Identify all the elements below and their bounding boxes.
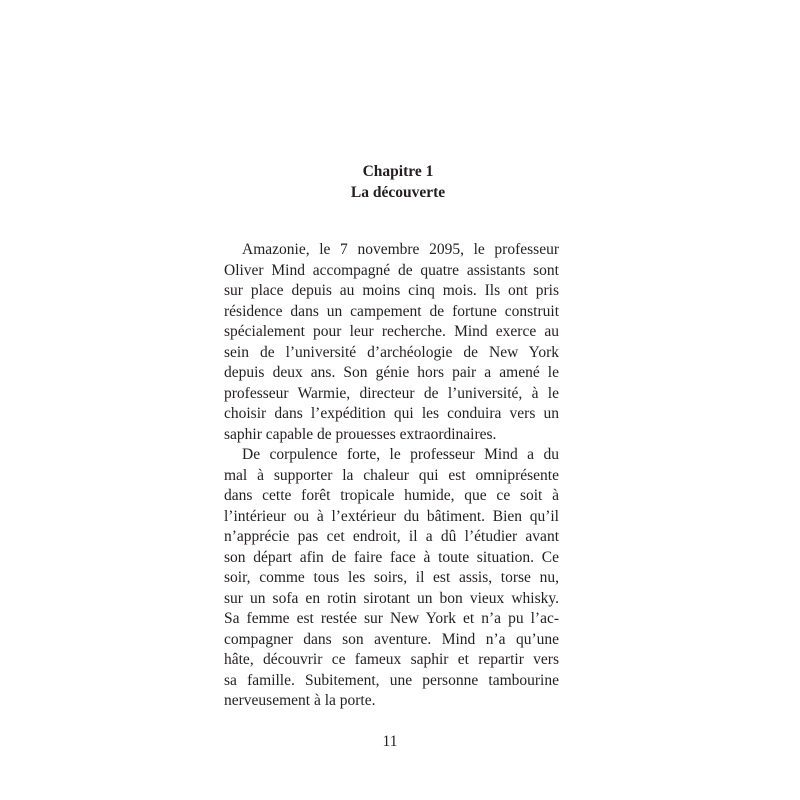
text-line: sein de l’université d’archéologie de New York — [224, 343, 559, 361]
text-line: mal à supporter la chaleur qui est omniprésente — [224, 466, 559, 484]
chapter-title: La découverte — [350, 184, 446, 201]
text-line: sur un sofa en rotin sirotant un bon vieux whisky. — [224, 589, 559, 607]
paragraph — [224, 445, 559, 712]
text-line: n’apprécie pas cet endroit, il a dû l’étudier avant — [224, 528, 559, 545]
text-line: l’intérieur ou à l’extérieur du bâtiment. Bien qu’il — [224, 507, 559, 525]
text-line: nerveusement à la porte. — [224, 692, 376, 709]
text-line: spécialement pour leur recherche. Mind exerce au — [224, 323, 559, 340]
text-line: Amazonie, le 7 novembre 2095, le professeur — [242, 241, 559, 258]
text-line: saphir capable de prouesses extraordinaires. — [224, 425, 497, 443]
chapter-body — [224, 240, 559, 712]
text-line: hâte, découvrir ce fameux saphir et repartir vers — [224, 651, 559, 668]
text-line: sa famille. Subitement, une personne tambourine — [224, 671, 559, 689]
text-line: résidence dans un campement de fortune construit — [224, 302, 559, 320]
text-line: sur place depuis au moins cinq mois. Ils ont pris — [224, 282, 559, 299]
text-line: son départ afin de faire face à toute situation. Ce — [224, 548, 559, 566]
text-line: De corpulence forte, le professeur Mind a du — [242, 446, 559, 463]
text-line: depuis deux ans. Son génie hors pair a amené le — [224, 364, 559, 381]
text-line: choisir dans l’expédition qui les conduira vers un — [224, 405, 559, 422]
text-line: dans cette forêt tropicale humide, que ce soit à — [224, 487, 559, 504]
text-line: Sa femme est restée sur New York et n’a pu l’ac- — [224, 610, 559, 627]
page-number: 11 — [382, 733, 398, 750]
chapter-number: Chapitre 1 — [362, 163, 434, 180]
text-line: compagner dans son aventure. Mind n’a qu’une — [224, 630, 559, 648]
text-line: Oliver Mind accompagné de quatre assistants sont — [224, 261, 559, 279]
chapter-heading — [0, 161, 796, 203]
text-line: professeur Warmie, directeur de l’université, à le — [224, 384, 559, 402]
paragraph — [224, 240, 559, 445]
text-line: soir, comme tous les soirs, il est assis, torse nu, — [224, 569, 559, 586]
